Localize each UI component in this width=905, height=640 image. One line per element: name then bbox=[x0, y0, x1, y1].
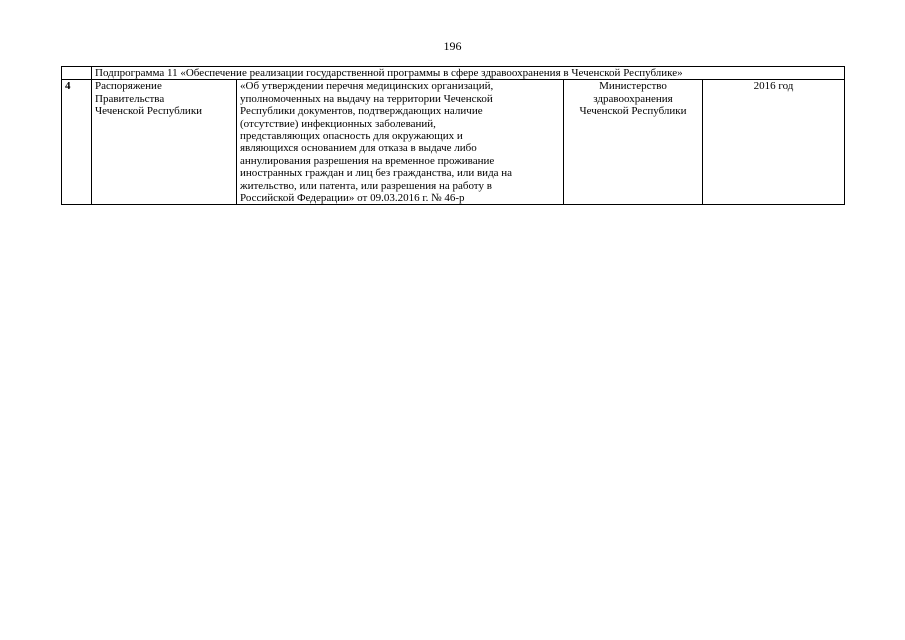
subprogram-row bbox=[62, 67, 845, 80]
document-type-line: Распоряжение bbox=[95, 80, 162, 93]
document-title-line: жительство, или патента, или разрешения на работу в bbox=[240, 179, 492, 192]
responsible-line: Чеченской Республики bbox=[579, 105, 687, 118]
document-title-line: представляющих опасность для окружающих и bbox=[240, 130, 463, 143]
document-type-line: Правительства bbox=[95, 92, 165, 105]
deadline-cell: 2016 год bbox=[703, 80, 845, 205]
subprogram-number-cell bbox=[62, 67, 92, 80]
document-title-line: уполномоченных на выдачу на территории Чеченской bbox=[240, 92, 493, 105]
responsible-line: здравоохранения bbox=[593, 92, 673, 105]
page-number: 196 bbox=[443, 39, 462, 53]
document-title-line: Республики документов, подтверждающих наличие bbox=[240, 105, 483, 118]
responsible-cell bbox=[564, 80, 703, 205]
row-number: 4 bbox=[62, 80, 92, 205]
document-type-line: Чеченской Республики bbox=[95, 105, 203, 118]
document-title-cell bbox=[237, 80, 564, 205]
subprogram-title: Подпрограмма 11 «Обеспечение реализации государственной программы в сфере здравоохранения в Чеченской Республике» bbox=[92, 67, 845, 80]
document-title-line: «Об утверждении перечня медицинских организаций, bbox=[240, 80, 494, 93]
document-title-line: (отсутствие) инфекционных заболеваний, bbox=[240, 117, 436, 130]
responsible-line: Министерство bbox=[599, 80, 667, 93]
document-title-line: аннулирования разрешения на временное проживание bbox=[240, 154, 495, 167]
document-title-line: являющихся основанием для отказа в выдаче либо bbox=[240, 142, 477, 155]
document-title-line: Российской Федерации» от 09.03.2016 г. № 46-р bbox=[240, 192, 465, 205]
document-table bbox=[61, 66, 845, 205]
document-title-line: иностранных граждан и лиц без гражданства, или вида на bbox=[240, 167, 513, 180]
table-row bbox=[62, 80, 845, 205]
document-type-cell bbox=[92, 80, 237, 205]
